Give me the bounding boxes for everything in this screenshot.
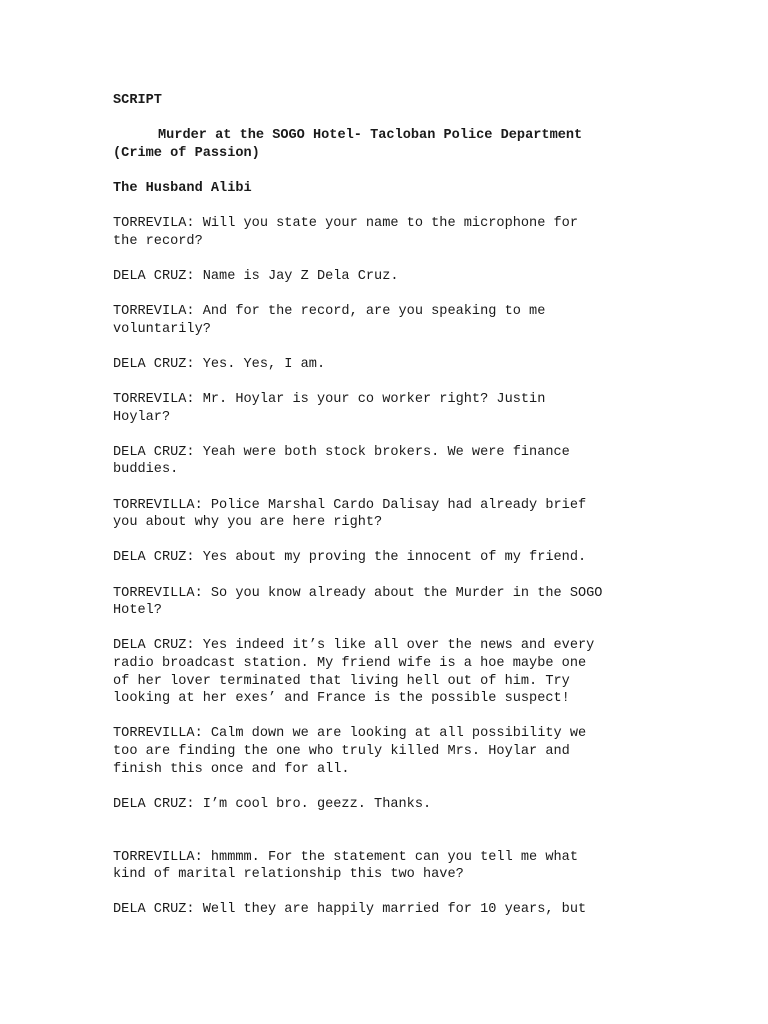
dialogue-paragraph: TORREVILLA: Police Marshal Cardo Dalisay had already brief you about why you are here right? [113, 497, 587, 531]
dialogue-paragraph: DELA CRUZ: Yes indeed it’s like all over the news and every radio broadcast station. My friend wife is a hoe maybe one of her lover terminated that living hell out of him. Try looking at her exes’ and France is the possible suspect! [113, 638, 595, 707]
dialogue-paragraph: DELA CRUZ: Yeah were both stock brokers. We were finance buddies. [113, 444, 570, 478]
dialogue-paragraph: DELA CRUZ: Name is Jay Z Dela Cruz. [113, 268, 399, 284]
dialogue-paragraph: DELA CRUZ: Yes. Yes, I am. [113, 356, 326, 372]
script-subtitle: (Crime of Passion) [113, 145, 260, 161]
dialogue-paragraph: TORREVILA: Will you state your name to the microphone for the record? [113, 216, 578, 249]
dialogue-paragraph: TORREVILA: And for the record, are you speaking to me voluntarily? [113, 304, 546, 337]
dialogue-paragraph: DELA CRUZ: Well they are happily married for 10 years, but [113, 902, 587, 918]
dialogue-paragraph: DELA CRUZ: Yes about my proving the innocent of my friend. [113, 550, 587, 566]
dialogue-paragraph: TORREVILLA: hmmmm. For the statement can you tell me what kind of marital relationship this two have? [113, 849, 578, 883]
script-header: SCRIPT [113, 93, 162, 108]
section-heading: The Husband Alibi [113, 180, 252, 196]
script-body [113, 92, 673, 919]
dialogue-paragraph: TORREVILA: Mr. Hoylar is your co worker right? Justin Hoylar? [113, 392, 546, 425]
dialogue-paragraph: TORREVILLA: So you know already about the Murder in the SOGO Hotel? [113, 585, 603, 619]
dialogue-paragraph: DELA CRUZ: I’m cool bro. geezz. Thanks. [113, 796, 432, 812]
dialogue-paragraph: TORREVILLA: Calm down we are looking at all possibility we too are finding the one who truly killed Mrs. Hoylar and finish this once and for all. [113, 726, 587, 777]
script-title: Murder at the SOGO Hotel- Tacloban Police Department [158, 128, 583, 144]
